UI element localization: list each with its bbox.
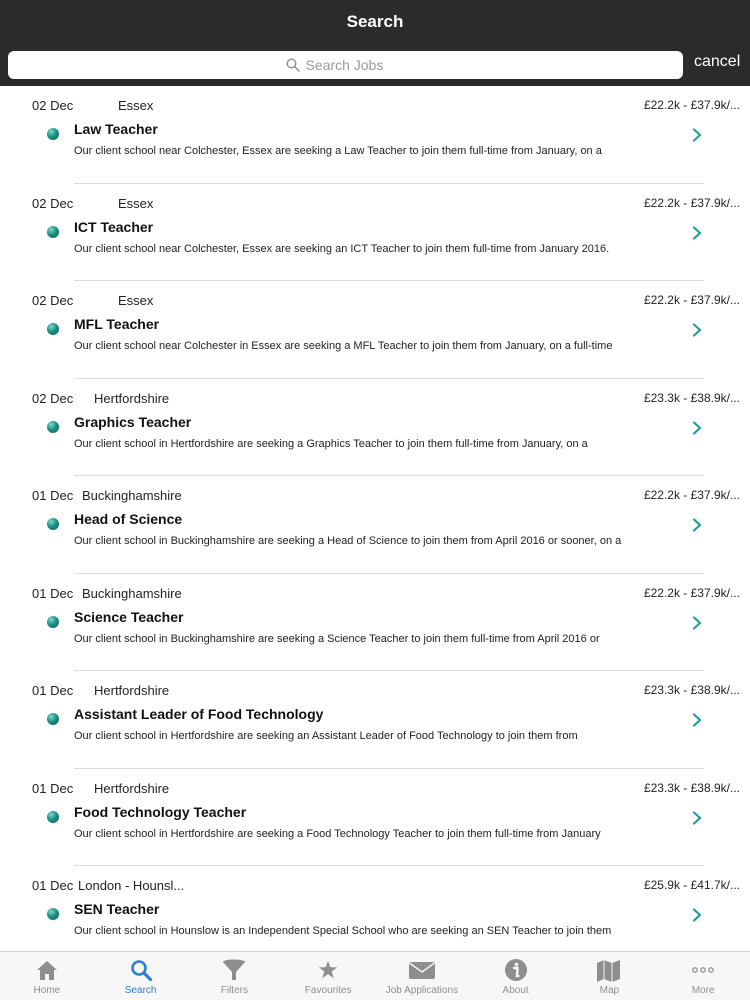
job-salary: £23.3k - £38.9k/... [643, 390, 740, 405]
job-salary: £22.2k - £37.9k/... [643, 195, 740, 210]
job-location: London - Hounsl... [78, 878, 185, 893]
job-date: 02 Dec [32, 390, 74, 406]
status-dot-icon [47, 323, 59, 335]
job-description: Our client school in Hertfordshire are seeking an Assistant Leader of Food Technology to join them from [74, 730, 578, 742]
job-salary: £22.2k - £37.9k/... [643, 488, 740, 502]
tab-favourites[interactable] [281, 952, 375, 1000]
job-title: Science Teacher [74, 608, 184, 625]
job-location: Buckinghamshire [82, 585, 182, 601]
job-date: 02 Dec [32, 195, 74, 211]
job-date: 02 Dec [32, 98, 74, 113]
page-title: Search [346, 12, 404, 31]
job-title: Assistant Leader of Food Technology [74, 706, 324, 722]
status-dot-icon [47, 811, 59, 823]
tab-label: Favourites [304, 985, 352, 996]
job-row[interactable] [0, 769, 750, 867]
tab-map[interactable] [563, 952, 657, 1000]
chevron-right-icon[interactable] [692, 908, 702, 922]
tab-about[interactable] [469, 952, 563, 1000]
job-list [0, 86, 750, 951]
status-dot-icon [47, 421, 59, 433]
map-icon [595, 957, 623, 983]
envelope-icon [408, 957, 436, 983]
more-icon [689, 957, 717, 983]
search-icon [286, 58, 300, 72]
job-date: 01 Dec [32, 585, 74, 601]
chevron-right-icon[interactable] [692, 421, 702, 435]
job-description: Our client school near Colchester, Essex are seeking an ICT Teacher to join them full-time from January 2016. [74, 242, 610, 255]
job-row[interactable] [0, 86, 750, 184]
job-salary: £22.2k - £37.9k/... [643, 585, 740, 600]
job-salary: £23.3k - £38.9k/... [643, 780, 740, 795]
cancel-button[interactable]: cancel [694, 53, 741, 70]
job-location: Buckinghamshire [82, 488, 182, 503]
status-dot-icon [47, 128, 59, 140]
chevron-right-icon[interactable] [692, 323, 702, 337]
job-row[interactable] [0, 379, 750, 477]
search-input[interactable] [306, 57, 406, 73]
job-date: 01 Dec [32, 780, 74, 796]
job-date: 01 Dec [32, 683, 74, 698]
job-date: 01 Dec [32, 878, 74, 893]
job-description: Our client school in Hertfordshire are seeking a Food Technology Teacher to join them full-time from January [74, 827, 601, 840]
tab-search[interactable] [94, 952, 188, 1000]
job-description: Our client school in Hounslow is an Independent Special School who are seeking an SEN Teacher to join them [74, 925, 612, 937]
tab-label: Home [33, 985, 61, 996]
job-title: ICT Teacher [74, 218, 154, 235]
job-location: Essex [118, 293, 154, 308]
job-row[interactable] [0, 574, 750, 672]
chevron-right-icon[interactable] [692, 713, 702, 727]
job-title: Graphics Teacher [74, 413, 192, 430]
search-bar [0, 44, 750, 86]
tab-label: Map [599, 985, 620, 996]
job-description: Our client school near Colchester, Essex are seeking a Law Teacher to join them full-time from January, on a [74, 145, 602, 157]
status-dot-icon [47, 713, 59, 725]
job-row[interactable] [0, 184, 750, 282]
job-title: MFL Teacher [74, 316, 160, 332]
job-row[interactable] [0, 671, 750, 769]
tab-filters[interactable] [188, 952, 282, 1000]
job-description: Our client school near Colchester in Essex are seeking a MFL Teacher to join them from January, on a full-time [74, 340, 613, 352]
job-salary: £22.2k - £37.9k/... [643, 293, 740, 307]
job-row[interactable] [0, 281, 750, 379]
job-salary: £23.3k - £38.9k/... [643, 683, 740, 697]
job-location: Hertfordshire [94, 683, 170, 698]
tab-job-applications[interactable] [375, 952, 469, 1000]
status-dot-icon [47, 518, 59, 530]
home-icon [33, 957, 61, 983]
tab-label: More [691, 985, 715, 996]
status-dot-icon [47, 226, 59, 238]
star-icon [314, 957, 342, 983]
tab-label: Filters [220, 985, 248, 996]
job-title: SEN Teacher [74, 901, 160, 917]
job-date: 01 Dec [32, 488, 74, 503]
info-icon [502, 957, 530, 983]
job-title: Law Teacher [74, 121, 158, 137]
job-location: Hertfordshire [94, 390, 170, 406]
job-title: Head of Science [74, 511, 183, 527]
status-dot-icon [47, 616, 59, 628]
job-location: Hertfordshire [94, 780, 170, 796]
tab-more[interactable] [656, 952, 750, 1000]
chevron-right-icon[interactable] [692, 226, 702, 240]
job-title: Food Technology Teacher [74, 803, 247, 820]
job-description: Our client school in Buckinghamshire are seeking a Science Teacher to join them full-time from April 2016 or [74, 632, 600, 645]
chevron-right-icon[interactable] [692, 811, 702, 825]
job-location: Essex [118, 98, 154, 113]
job-row[interactable] [0, 866, 750, 951]
search-field[interactable] [8, 51, 683, 79]
job-date: 02 Dec [32, 293, 74, 308]
tab-label: Job Applications [385, 985, 459, 996]
chevron-right-icon[interactable] [692, 128, 702, 142]
filter-icon [220, 957, 248, 983]
tab-bar [0, 951, 750, 1000]
tab-label: About [502, 985, 529, 996]
nav-bar [0, 0, 750, 44]
status-dot-icon [47, 908, 59, 920]
tab-label: Search [124, 985, 157, 996]
job-salary: £22.2k - £37.9k/... [643, 98, 740, 112]
search-icon [127, 957, 155, 983]
chevron-right-icon[interactable] [692, 616, 702, 630]
job-row[interactable] [0, 476, 750, 574]
job-description: Our client school in Buckinghamshire are seeking a Head of Science to join them from April 2016 or sooner, on a [74, 535, 622, 547]
chevron-right-icon[interactable] [692, 518, 702, 532]
tab-home[interactable] [0, 952, 94, 1000]
job-salary: £25.9k - £41.7k/... [643, 878, 740, 892]
job-description: Our client school in Hertfordshire are seeking a Graphics Teacher to join them full-time from January, on a [74, 437, 588, 450]
job-location: Essex [118, 195, 154, 211]
